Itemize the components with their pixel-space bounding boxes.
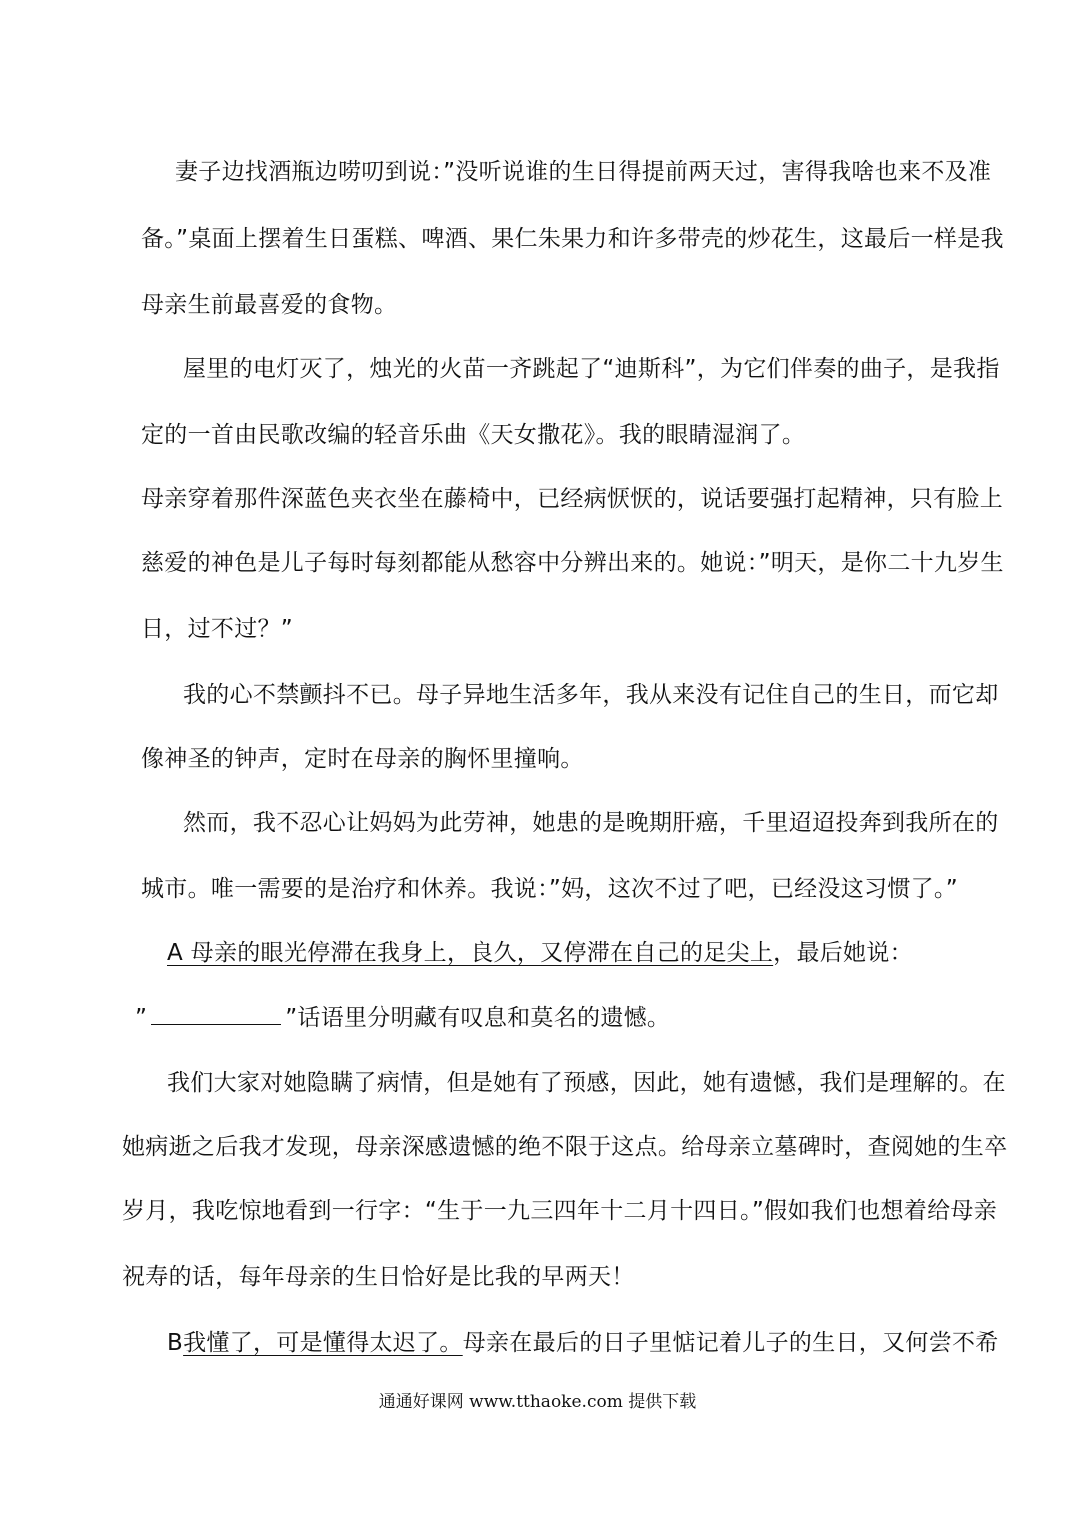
question-a-line <box>167 938 913 968</box>
paragraph-line: 祝寿的话，每年母亲的生日恰好是比我的早两天！ <box>122 1264 635 1290</box>
question-b-label: B <box>167 1330 184 1356</box>
paragraph-line: 她病逝之后我才发现，母亲深感遗憾的绝不限于这点。给母亲立墓碑时，查阅她的生卒 <box>122 1134 1008 1160</box>
underlined-sentence-b: 我懂了，可是懂得太迟了。 <box>183 1330 463 1356</box>
question-b-rest: 母亲在最后的日子里惦记着儿子的生日，又何尝不希 <box>462 1330 999 1356</box>
blank-line-rest: ”话语里分明藏有叹息和莫名的遗憾。 <box>285 1005 671 1031</box>
question-b-line <box>167 1328 999 1358</box>
paragraph-line: 日，过不过？” <box>141 616 294 642</box>
paragraph-line: 屋里的电灯灭了，烛光的火苗一齐跳起了“迪斯科”，为它们伴奏的曲子，是我指 <box>183 356 1000 382</box>
footer-credit: 通通好课网 www.tthaoke.com 提供下载 <box>378 1392 697 1412</box>
paragraph-line: 妻子边找酒瓶边唠叨到说：”没听说谁的生日得提前两天过，害得我啥也来不及准 <box>175 159 992 185</box>
paragraph-line: 城市。唯一需要的是治疗和休养。我说：”妈，这次不过了吧，已经没这习惯了。” <box>141 876 958 902</box>
paragraph-line: 我们大家对她隐瞒了病情，但是她有了预感，因此，她有遗憾，我们是理解的。在 <box>167 1070 1006 1096</box>
answer-blank[interactable] <box>151 1002 281 1025</box>
paragraph-line: 然而，我不忍心让妈妈为此劳神，她患的是晚期肝癌，千里迢迢投奔到我所在的 <box>183 810 999 836</box>
underlined-sentence-a: A 母亲的眼光停滞在我身上，良久，又停滞在自己的足尖上 <box>167 940 774 966</box>
open-quote: ” <box>135 1005 148 1031</box>
paragraph-line: 备。”桌面上摆着生日蛋糕、啤酒、果仁朱果力和许多带壳的炒花生，这最后一样是我 <box>141 226 1004 252</box>
paragraph-line: 母亲穿着那件深蓝色夹衣坐在藤椅中，已经病恹恹的，说话要强打起精神，只有脸上 <box>141 486 1004 512</box>
paragraph-line: 我的心不禁颤抖不已。母子异地生活多年，我从来没有记住自己的生日，而它却 <box>183 682 999 708</box>
paragraph-line: 像神圣的钟声，定时在母亲的胸怀里撞响。 <box>141 746 584 772</box>
paragraph-line: 慈爱的神色是儿子每时每刻都能从愁容中分辨出来的。她说：”明天，是你二十九岁生 <box>141 550 1004 576</box>
paragraph-line: 定的一首由民歌改编的轻音乐曲《天女撒花》。我的眼睛湿润了。 <box>141 422 806 448</box>
question-a-rest: ，最后她说： <box>773 940 913 966</box>
answer-blank-line <box>135 1002 670 1033</box>
paragraph-line: 母亲生前最喜爱的食物。 <box>141 292 398 318</box>
paragraph-line: 岁月，我吃惊地看到一行字：“生于一九三四年十二月十四日。”假如我们也想着给母亲 <box>122 1198 998 1224</box>
